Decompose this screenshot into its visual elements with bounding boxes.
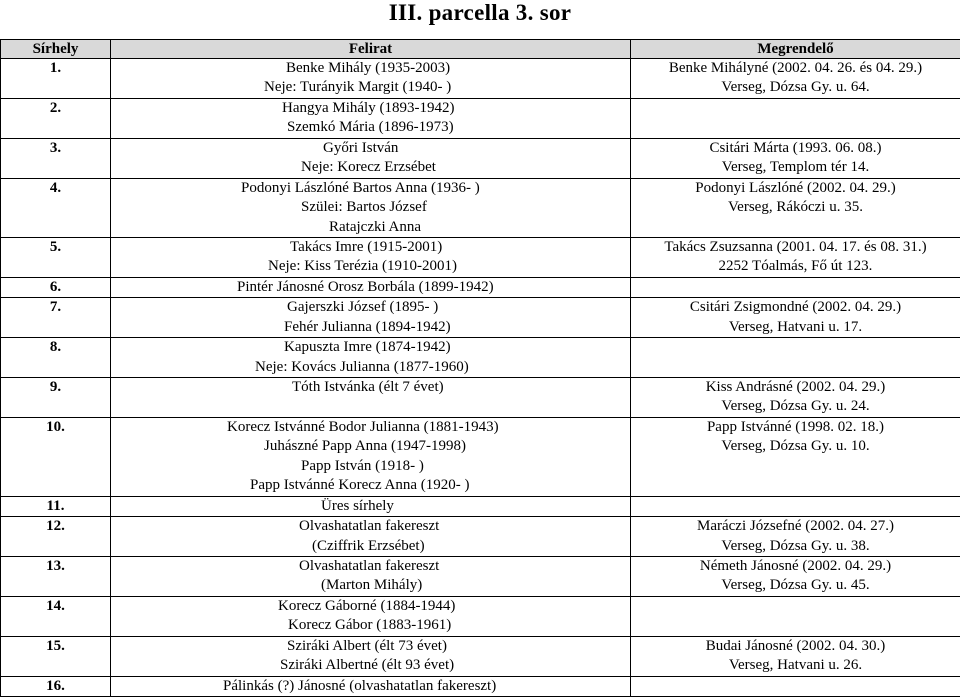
megrendelo-cell (631, 298, 960, 338)
sirhely-cell (1, 298, 111, 338)
megrendelo-line: Maráczi Józsefné (2002. 04. 27.) (631, 517, 960, 536)
megrendelo-line: Takács Zsuzsanna (2001. 04. 17. és 08. 31.) (631, 238, 960, 257)
megrendelo-line (631, 457, 960, 476)
felirat-line: Benke Mihály (1935-2003) (111, 59, 630, 78)
megrendelo-line (631, 278, 960, 297)
sirhely-cell (1, 556, 111, 596)
sirhely-number: 14. (1, 597, 110, 616)
sirhely-cell (1, 338, 111, 378)
table-row (1, 636, 960, 676)
felirat-cell (111, 596, 631, 636)
megrendelo-line: Verseg, Dózsa Gy. u. 38. (631, 537, 960, 556)
megrendelo-cell (631, 98, 960, 138)
sirhely-cell (1, 378, 111, 418)
grave-table (0, 39, 960, 697)
sirhely-number: 10. (1, 418, 110, 437)
sirhely-cell (1, 417, 111, 496)
megrendelo-line: Kiss Andrásné (2002. 04. 29.) (631, 378, 960, 397)
sirhely-cell (1, 676, 111, 696)
felirat-line: (Marton Mihály) (111, 576, 630, 595)
megrendelo-line (631, 597, 960, 616)
felirat-line: Neje: Turányik Margit (1940- ) (111, 78, 630, 97)
megrendelo-cell (631, 556, 960, 596)
megrendelo-line (631, 616, 960, 635)
sirhely-cell (1, 59, 111, 99)
felirat-line: Pálinkás (?) Jánosné (olvashatatlan fakereszt) (111, 677, 630, 696)
sirhely-number: 8. (1, 338, 110, 357)
table-row (1, 237, 960, 277)
table-row (1, 676, 960, 696)
felirat-line: Papp István (1918- ) (111, 457, 630, 476)
megrendelo-cell (631, 378, 960, 418)
felirat-line: Olvashatatlan fakereszt (111, 517, 630, 536)
felirat-line: Sziráki Albert (élt 73 évet) (111, 637, 630, 656)
sirhely-number: 15. (1, 637, 110, 656)
felirat-line: Üres sírhely (111, 497, 630, 516)
felirat-line: Papp Istvánné Korecz Anna (1920- ) (111, 476, 630, 495)
felirat-line: Korecz Istvánné Bodor Julianna (1881-1943) (111, 418, 630, 437)
sirhely-number: 5. (1, 238, 110, 257)
megrendelo-line (631, 476, 960, 495)
felirat-cell (111, 378, 631, 418)
felirat-line: Juhászné Papp Anna (1947-1998) (111, 437, 630, 456)
felirat-line: Sziráki Albertné (élt 93 évet) (111, 656, 630, 675)
table-row (1, 596, 960, 636)
felirat-line: Fehér Julianna (1894-1942) (111, 318, 630, 337)
sirhely-cell (1, 277, 111, 297)
megrendelo-cell (631, 417, 960, 496)
megrendelo-line: Verseg, Hatvani u. 26. (631, 656, 960, 675)
felirat-line: Korecz Gábor (1883-1961) (111, 616, 630, 635)
table-row (1, 556, 960, 596)
felirat-line: (Cziffrik Erzsébet) (111, 537, 630, 556)
megrendelo-cell (631, 338, 960, 378)
felirat-cell (111, 517, 631, 557)
megrendelo-line: Benke Mihályné (2002. 04. 26. és 04. 29.) (631, 59, 960, 78)
felirat-cell (111, 277, 631, 297)
felirat-cell (111, 98, 631, 138)
felirat-cell (111, 417, 631, 496)
table-header-row (1, 40, 960, 59)
sirhely-number: 7. (1, 298, 110, 317)
table-row (1, 517, 960, 557)
table-row (1, 496, 960, 516)
felirat-line: Ratajczki Anna (111, 218, 630, 237)
megrendelo-cell (631, 676, 960, 696)
sirhely-number: 2. (1, 99, 110, 118)
felirat-line: Neje: Kiss Terézia (1910-2001) (111, 257, 630, 276)
felirat-cell (111, 636, 631, 676)
table-row (1, 98, 960, 138)
megrendelo-line: Verseg, Dózsa Gy. u. 64. (631, 78, 960, 97)
megrendelo-line: Verseg, Hatvani u. 17. (631, 318, 960, 337)
table-body (1, 59, 960, 697)
sirhely-cell (1, 636, 111, 676)
megrendelo-line: Verseg, Rákóczi u. 35. (631, 198, 960, 217)
felirat-cell (111, 178, 631, 237)
megrendelo-line (631, 99, 960, 118)
sirhely-cell (1, 178, 111, 237)
table-row (1, 338, 960, 378)
table-row (1, 59, 960, 99)
megrendelo-line: Csitári Zsigmondné (2002. 04. 29.) (631, 298, 960, 317)
megrendelo-line: Podonyi Lászlóné (2002. 04. 29.) (631, 179, 960, 198)
sirhely-number: 3. (1, 139, 110, 158)
megrendelo-cell (631, 596, 960, 636)
megrendelo-cell (631, 277, 960, 297)
megrendelo-cell (631, 237, 960, 277)
felirat-line: Takács Imre (1915-2001) (111, 238, 630, 257)
table-row (1, 378, 960, 418)
felirat-line: Szemkó Mária (1896-1973) (111, 118, 630, 137)
megrendelo-cell (631, 138, 960, 178)
felirat-line: Neje: Kovács Julianna (1877-1960) (111, 358, 630, 377)
sirhely-number: 11. (1, 497, 110, 516)
megrendelo-line: Budai Jánosné (2002. 04. 30.) (631, 637, 960, 656)
sirhely-number: 1. (1, 59, 110, 78)
page-title: III. parcella 3. sor (0, 0, 960, 26)
felirat-cell (111, 138, 631, 178)
megrendelo-line (631, 497, 960, 516)
header-felirat: Felirat (111, 40, 631, 59)
megrendelo-line (631, 118, 960, 137)
sirhely-cell (1, 517, 111, 557)
megrendelo-line: Verseg, Dózsa Gy. u. 10. (631, 437, 960, 456)
header-megrendelo: Megrendelő (631, 40, 960, 59)
felirat-line: Gajerszki József (1895- ) (111, 298, 630, 317)
megrendelo-line (631, 218, 960, 237)
felirat-cell (111, 237, 631, 277)
sirhely-number: 12. (1, 517, 110, 536)
sirhely-cell (1, 496, 111, 516)
felirat-cell (111, 556, 631, 596)
sirhely-number: 9. (1, 378, 110, 397)
table-row (1, 138, 960, 178)
sirhely-number: 16. (1, 677, 110, 696)
table-row (1, 417, 960, 496)
felirat-line: Szülei: Bartos József (111, 198, 630, 217)
felirat-line: Podonyi Lászlóné Bartos Anna (1936- ) (111, 179, 630, 198)
sirhely-cell (1, 138, 111, 178)
felirat-cell (111, 59, 631, 99)
felirat-line: Pintér Jánosné Orosz Borbála (1899-1942) (111, 278, 630, 297)
sirhely-cell (1, 237, 111, 277)
megrendelo-line: Verseg, Dózsa Gy. u. 24. (631, 397, 960, 416)
megrendelo-line: 2252 Tóalmás, Fő út 123. (631, 257, 960, 276)
sirhely-number: 4. (1, 179, 110, 198)
sirhely-cell (1, 98, 111, 138)
megrendelo-cell (631, 517, 960, 557)
felirat-cell (111, 338, 631, 378)
felirat-line: Korecz Gáborné (1884-1944) (111, 597, 630, 616)
megrendelo-cell (631, 636, 960, 676)
megrendelo-cell (631, 496, 960, 516)
megrendelo-line: Németh Jánosné (2002. 04. 29.) (631, 557, 960, 576)
sirhely-cell (1, 596, 111, 636)
sirhely-number: 6. (1, 278, 110, 297)
megrendelo-line: Verseg, Dózsa Gy. u. 45. (631, 576, 960, 595)
sirhely-number: 13. (1, 557, 110, 576)
megrendelo-line: Csitári Márta (1993. 06. 08.) (631, 139, 960, 158)
felirat-cell (111, 676, 631, 696)
megrendelo-cell (631, 59, 960, 99)
felirat-cell (111, 298, 631, 338)
felirat-line: Olvashatatlan fakereszt (111, 557, 630, 576)
megrendelo-cell (631, 178, 960, 237)
felirat-line: Kapuszta Imre (1874-1942) (111, 338, 630, 357)
felirat-line: Hangya Mihály (1893-1942) (111, 99, 630, 118)
felirat-line: Neje: Korecz Erzsébet (111, 158, 630, 177)
table-row (1, 298, 960, 338)
felirat-line: Győri István (111, 139, 630, 158)
megrendelo-line (631, 338, 960, 357)
felirat-line: Tóth Istvánka (élt 7 évet) (111, 378, 630, 397)
megrendelo-line (631, 358, 960, 377)
table-row (1, 178, 960, 237)
table-row (1, 277, 960, 297)
megrendelo-line: Papp Istvánné (1998. 02. 18.) (631, 418, 960, 437)
felirat-cell (111, 496, 631, 516)
header-sirhely: Sírhely (1, 40, 111, 59)
felirat-line (111, 397, 630, 416)
megrendelo-line (631, 677, 960, 696)
megrendelo-line: Verseg, Templom tér 14. (631, 158, 960, 177)
